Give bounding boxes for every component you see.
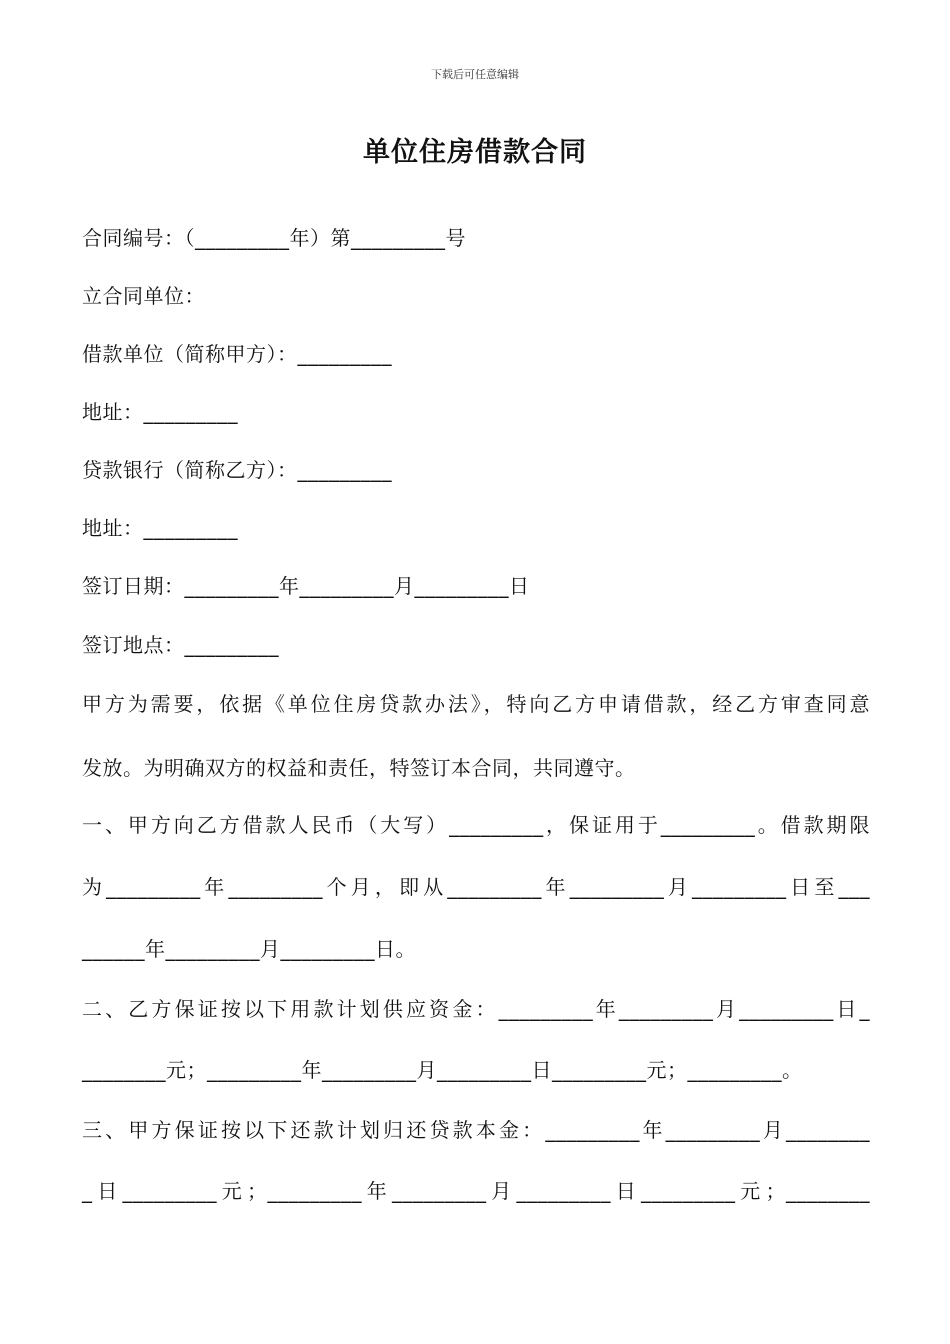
borrower-address-line: 地址：_________ [82,400,238,424]
document-title: 单位住房借款合同 [363,137,587,168]
borrower-line: 借款单位（简称甲方）：_________ [82,342,392,366]
signing-date-line: 签订日期：_________年_________月_________日 [82,574,530,598]
contract-number-line: 合同编号：（_________年）第_________号 [82,226,466,250]
preamble-line-2: 发放。为明确双方的权益和责任，特签订本合同，共同遵守。 [82,756,636,780]
clause-2-line-1: 二、乙方保证按以下用款计划供应资金：_________年_________月_________日_ [82,997,870,1021]
clause-2-line-2: ________元；_________年_________月_________日_________元；_________。 [82,1058,803,1082]
lender-address-line: 地址：_________ [82,516,238,540]
header-note: 下载后可任意编辑 [431,68,519,81]
clause-1-line-2: 为_________年_________个月，即从_________年_________月_________日至___ [82,875,870,899]
lender-bank-line: 贷款银行（简称乙方）：_________ [82,458,392,482]
clause-3-line-1: 三、甲方保证按以下还款计划归还贷款本金：_________年_________月________ [82,1118,870,1142]
clause-1-line-1: 一、甲方向乙方借款人民币（大写）_________，保证用于_________。借款期限 [82,813,870,837]
preamble-line-1: 甲方为需要，依据《单位住房贷款办法》，特向乙方申请借款，经乙方审查同意 [82,692,870,716]
clause-3-line-2: _日_________元；_________年_________月_________日_________元；________ [82,1179,870,1203]
contracting-parties-line: 立合同单位： [82,284,205,308]
clause-1-line-3: ______年_________月_________日。 [82,937,416,961]
signing-place-line: 签订地点：_________ [82,633,279,657]
